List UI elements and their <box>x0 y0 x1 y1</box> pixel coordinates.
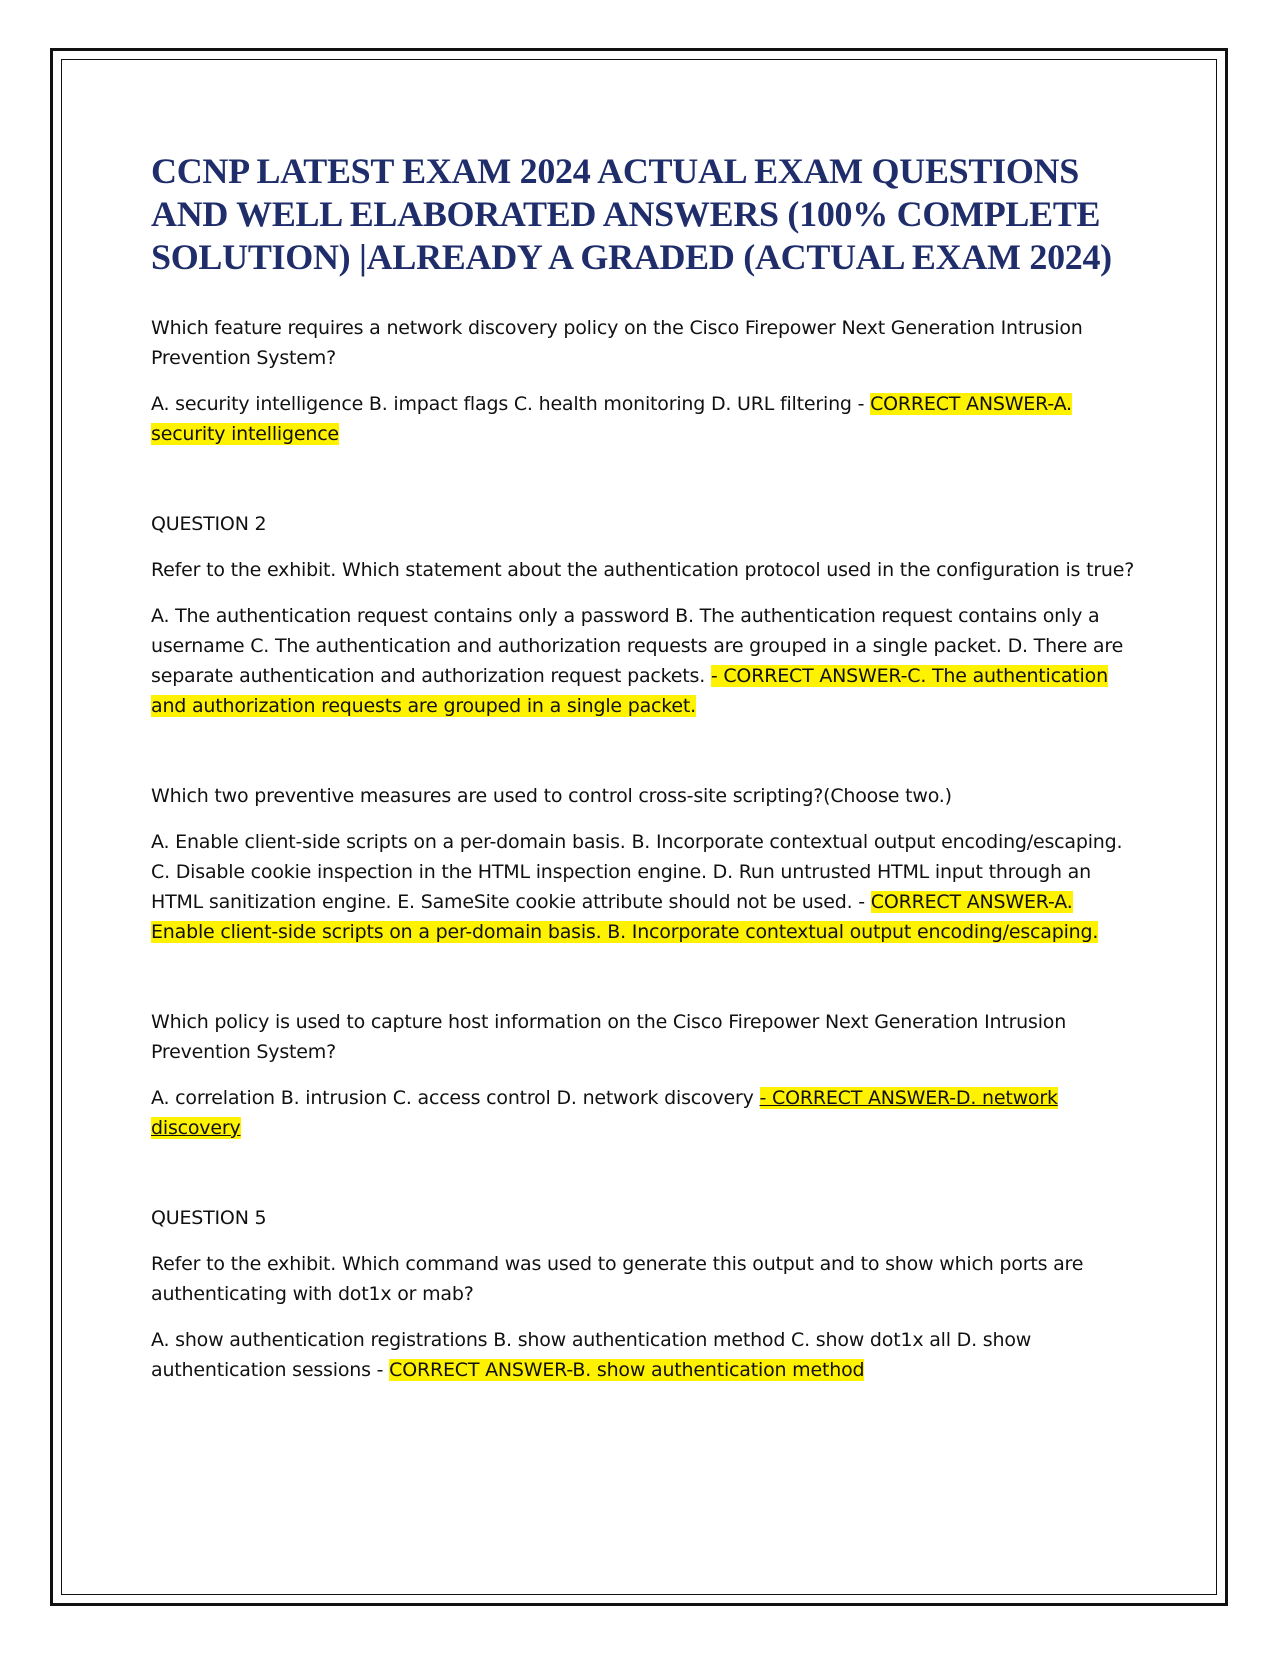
question-options <box>151 601 1136 721</box>
correct-answer: - CORRECT ANSWER-D. network discovery <box>151 1087 1058 1139</box>
correct-answer: - CORRECT ANSWER-C. The authentication and authorization requests are grouped in a single packet. <box>151 665 1108 717</box>
question-block <box>151 313 1136 449</box>
correct-answer: CORRECT ANSWER-B. show authentication method <box>389 1359 865 1381</box>
document-title: CCNP LATEST EXAM 2024 ACTUAL EXAM QUESTIONS AND WELL ELABORATED ANSWERS (100% COMPLETE SOLUTION) |ALREADY A GRADED (ACTUAL EXAM 2024) <box>151 151 1112 277</box>
question-text: Which policy is used to capture host information on the Cisco Firepower Next Generation Intrusion Prevention System? <box>151 1011 1067 1063</box>
question-heading: QUESTION 5 <box>151 1207 267 1229</box>
question-block <box>151 781 1136 947</box>
options-text: A. show authentication registrations B. show authentication method C. show dot1x all D. show authentication sessions - <box>151 1329 1032 1381</box>
question-text: Which feature requires a network discovery policy on the Cisco Firepower Next Generation Intrusion Prevention System? <box>151 317 1083 369</box>
question-options <box>151 1083 1136 1143</box>
question-options <box>151 1325 1136 1385</box>
question-text: Which two preventive measures are used to control cross-site scripting?(Choose two.) <box>151 785 952 807</box>
options-text: A. The authentication request contains only a password B. The authentication request contains only a username C. The authentication and authorization requests are grouped in a single packet. D. There are separate authentication and authorization request packets. <box>151 605 1124 687</box>
question-block <box>151 509 1136 721</box>
document-content <box>151 150 1136 1385</box>
question-heading: QUESTION 2 <box>151 513 267 535</box>
options-text: A. Enable client-side scripts on a per-domain basis. B. Incorporate contextual output encoding/escaping. C. Disable cookie inspection in the HTML inspection engine. D. Run untrusted HTML input through an HTML sanitization engine. E. SameSite cookie attribute should not be used. - <box>151 831 1123 913</box>
question-options <box>151 827 1136 947</box>
question-options <box>151 389 1136 449</box>
correct-answer: CORRECT ANSWER-A. security intelligence <box>151 393 1072 445</box>
options-text: A. security intelligence B. impact flags C. health monitoring D. URL filtering - <box>151 393 871 415</box>
question-text: Refer to the exhibit. Which statement about the authentication protocol used in the configuration is true? <box>151 559 1135 581</box>
question-block <box>151 1007 1136 1143</box>
question-block <box>151 1203 1136 1385</box>
options-text: A. correlation B. intrusion C. access control D. network discovery <box>151 1087 760 1109</box>
question-text: Refer to the exhibit. Which command was used to generate this output and to show which ports are authenticating with dot1x or mab? <box>151 1253 1084 1305</box>
correct-answer: CORRECT ANSWER-A. Enable client-side scripts on a per-domain basis. B. Incorporate contextual output encoding/escaping. <box>151 891 1099 943</box>
